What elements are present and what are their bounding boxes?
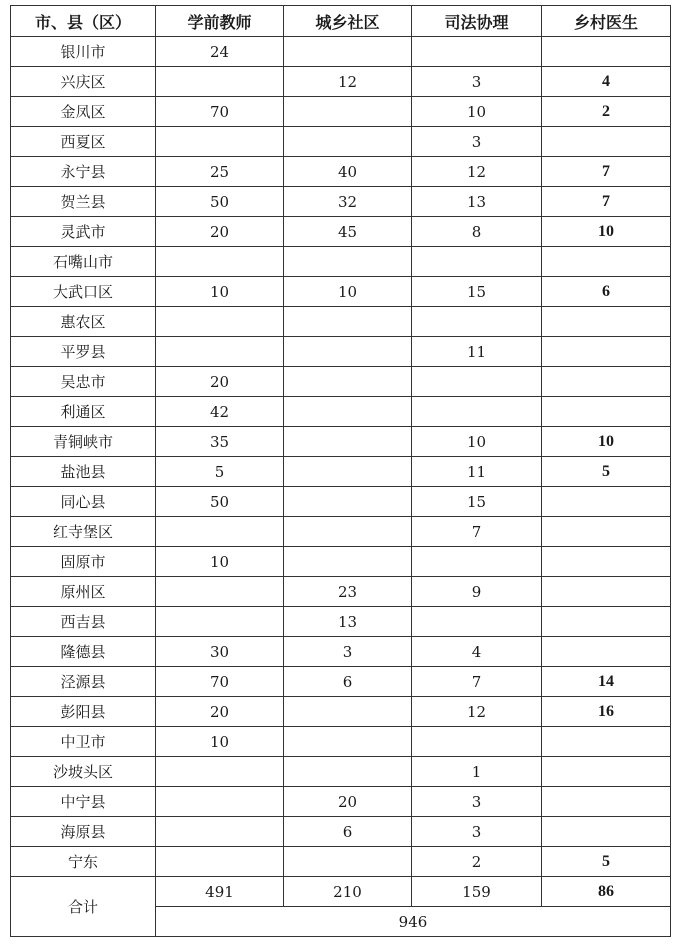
- cell-village-doctor: [542, 607, 671, 637]
- region-name: 同心县: [11, 487, 156, 517]
- header-preschool-teacher: 学前教师: [156, 6, 284, 37]
- cell-village-doctor: 10: [542, 217, 671, 247]
- cell-community: [284, 847, 412, 877]
- cell-community: [284, 37, 412, 67]
- region-name: 永宁县: [11, 157, 156, 187]
- cell-preschool-teacher: [156, 847, 284, 877]
- cell-judicial-assistant: [412, 397, 542, 427]
- header-community: 城乡社区: [284, 6, 412, 37]
- cell-preschool-teacher: [156, 127, 284, 157]
- cell-judicial-assistant: 3: [412, 787, 542, 817]
- cell-judicial-assistant: [412, 367, 542, 397]
- table-row: [11, 427, 671, 457]
- cell-community: [284, 247, 412, 277]
- cell-preschool-teacher: [156, 577, 284, 607]
- table-row: [11, 187, 671, 217]
- table-row: [11, 307, 671, 337]
- cell-community: [284, 97, 412, 127]
- table-row: [11, 787, 671, 817]
- cell-village-doctor: [542, 367, 671, 397]
- cell-community: 45: [284, 217, 412, 247]
- cell-judicial-assistant: 11: [412, 337, 542, 367]
- region-name: 隆德县: [11, 637, 156, 667]
- cell-preschool-teacher: 25: [156, 157, 284, 187]
- cell-preschool-teacher: 20: [156, 217, 284, 247]
- table-row: [11, 607, 671, 637]
- cell-village-doctor: [542, 127, 671, 157]
- cell-village-doctor: 6: [542, 277, 671, 307]
- cell-preschool-teacher: [156, 307, 284, 337]
- table-row: [11, 367, 671, 397]
- cell-preschool-teacher: [156, 607, 284, 637]
- cell-community: 10: [284, 277, 412, 307]
- table-row: [11, 727, 671, 757]
- cell-village-doctor: [542, 397, 671, 427]
- cell-community: 13: [284, 607, 412, 637]
- cell-community: 23: [284, 577, 412, 607]
- cell-preschool-teacher: 10: [156, 547, 284, 577]
- cell-judicial-assistant: [412, 307, 542, 337]
- cell-community: [284, 727, 412, 757]
- table-row: [11, 757, 671, 787]
- cell-village-doctor: 7: [542, 187, 671, 217]
- cell-village-doctor: [542, 517, 671, 547]
- cell-village-doctor: 5: [542, 847, 671, 877]
- cell-community: [284, 457, 412, 487]
- cell-village-doctor: [542, 307, 671, 337]
- table-row: [11, 697, 671, 727]
- cell-preschool-teacher: 20: [156, 697, 284, 727]
- region-name: 平罗县: [11, 337, 156, 367]
- table-row: [11, 67, 671, 97]
- total-preschool-teacher: 491: [156, 877, 284, 907]
- cell-village-doctor: [542, 577, 671, 607]
- cell-community: 6: [284, 817, 412, 847]
- cell-community: 32: [284, 187, 412, 217]
- cell-village-doctor: 7: [542, 157, 671, 187]
- cell-preschool-teacher: [156, 67, 284, 97]
- cell-judicial-assistant: [412, 247, 542, 277]
- header-village-doctor: 乡村医生: [542, 6, 671, 37]
- cell-village-doctor: [542, 787, 671, 817]
- region-name: 大武口区: [11, 277, 156, 307]
- region-name: 固原市: [11, 547, 156, 577]
- table-row: [11, 37, 671, 67]
- cell-judicial-assistant: 3: [412, 127, 542, 157]
- cell-village-doctor: [542, 247, 671, 277]
- header-judicial-assistant: 司法协理: [412, 6, 542, 37]
- table-row: [11, 577, 671, 607]
- cell-preschool-teacher: 20: [156, 367, 284, 397]
- region-name: 石嘴山市: [11, 247, 156, 277]
- region-name: 吴忠市: [11, 367, 156, 397]
- header-row: [11, 6, 671, 37]
- cell-community: 3: [284, 637, 412, 667]
- cell-preschool-teacher: 5: [156, 457, 284, 487]
- table-row: [11, 127, 671, 157]
- cell-village-doctor: 2: [542, 97, 671, 127]
- region-name: 西夏区: [11, 127, 156, 157]
- cell-village-doctor: [542, 547, 671, 577]
- table-row: [11, 337, 671, 367]
- cell-community: [284, 487, 412, 517]
- quota-table: [10, 5, 671, 937]
- region-name: 兴庆区: [11, 67, 156, 97]
- region-name: 青铜峡市: [11, 427, 156, 457]
- total-row: [11, 877, 671, 907]
- table-row: [11, 637, 671, 667]
- total-judicial-assistant: 159: [412, 877, 542, 907]
- cell-village-doctor: [542, 487, 671, 517]
- region-name: 中宁县: [11, 787, 156, 817]
- cell-preschool-teacher: 50: [156, 187, 284, 217]
- cell-community: [284, 427, 412, 457]
- cell-judicial-assistant: 13: [412, 187, 542, 217]
- cell-judicial-assistant: 11: [412, 457, 542, 487]
- region-name: 西吉县: [11, 607, 156, 637]
- cell-judicial-assistant: 4: [412, 637, 542, 667]
- cell-community: 6: [284, 667, 412, 697]
- table-row: [11, 547, 671, 577]
- cell-preschool-teacher: [156, 757, 284, 787]
- cell-preschool-teacher: 10: [156, 727, 284, 757]
- region-name: 银川市: [11, 37, 156, 67]
- cell-village-doctor: [542, 337, 671, 367]
- cell-judicial-assistant: 15: [412, 487, 542, 517]
- region-name: 原州区: [11, 577, 156, 607]
- cell-preschool-teacher: 50: [156, 487, 284, 517]
- cell-preschool-teacher: 70: [156, 97, 284, 127]
- table-row: [11, 97, 671, 127]
- cell-preschool-teacher: 30: [156, 637, 284, 667]
- cell-village-doctor: [542, 817, 671, 847]
- cell-judicial-assistant: 15: [412, 277, 542, 307]
- cell-judicial-assistant: 9: [412, 577, 542, 607]
- cell-judicial-assistant: 7: [412, 517, 542, 547]
- cell-preschool-teacher: 24: [156, 37, 284, 67]
- region-name: 宁东: [11, 847, 156, 877]
- cell-judicial-assistant: [412, 37, 542, 67]
- cell-judicial-assistant: [412, 547, 542, 577]
- cell-community: [284, 337, 412, 367]
- region-name: 彭阳县: [11, 697, 156, 727]
- cell-judicial-assistant: 3: [412, 67, 542, 97]
- region-name: 沙坡头区: [11, 757, 156, 787]
- table-row: [11, 247, 671, 277]
- cell-community: [284, 697, 412, 727]
- cell-preschool-teacher: [156, 517, 284, 547]
- cell-judicial-assistant: 12: [412, 157, 542, 187]
- table-row: [11, 217, 671, 247]
- header-region: 市、县（区）: [11, 6, 156, 37]
- cell-community: 20: [284, 787, 412, 817]
- cell-community: [284, 367, 412, 397]
- region-name: 利通区: [11, 397, 156, 427]
- cell-preschool-teacher: 42: [156, 397, 284, 427]
- table-row: [11, 517, 671, 547]
- region-name: 中卫市: [11, 727, 156, 757]
- region-name: 灵武市: [11, 217, 156, 247]
- cell-judicial-assistant: 7: [412, 667, 542, 697]
- cell-preschool-teacher: 70: [156, 667, 284, 697]
- cell-village-doctor: [542, 727, 671, 757]
- cell-village-doctor: [542, 37, 671, 67]
- cell-village-doctor: [542, 637, 671, 667]
- cell-preschool-teacher: [156, 247, 284, 277]
- table-row: [11, 457, 671, 487]
- grand-total: 946: [156, 907, 671, 937]
- table-row: [11, 817, 671, 847]
- cell-preschool-teacher: [156, 787, 284, 817]
- cell-judicial-assistant: 8: [412, 217, 542, 247]
- cell-village-doctor: 5: [542, 457, 671, 487]
- table-row: [11, 397, 671, 427]
- cell-village-doctor: [542, 757, 671, 787]
- region-name: 惠农区: [11, 307, 156, 337]
- cell-preschool-teacher: [156, 817, 284, 847]
- cell-village-doctor: 16: [542, 697, 671, 727]
- cell-community: [284, 307, 412, 337]
- cell-community: [284, 517, 412, 547]
- region-name: 贺兰县: [11, 187, 156, 217]
- total-community: 210: [284, 877, 412, 907]
- table-row: [11, 277, 671, 307]
- region-name: 金凤区: [11, 97, 156, 127]
- cell-community: 12: [284, 67, 412, 97]
- region-name: 红寺堡区: [11, 517, 156, 547]
- cell-community: 40: [284, 157, 412, 187]
- cell-judicial-assistant: 10: [412, 427, 542, 457]
- total-label: 合计: [11, 877, 156, 937]
- table-row: [11, 157, 671, 187]
- table-row: [11, 847, 671, 877]
- cell-village-doctor: 14: [542, 667, 671, 697]
- cell-judicial-assistant: 1: [412, 757, 542, 787]
- cell-preschool-teacher: 10: [156, 277, 284, 307]
- region-name: 海原县: [11, 817, 156, 847]
- table-row: [11, 487, 671, 517]
- cell-village-doctor: 4: [542, 67, 671, 97]
- cell-community: [284, 757, 412, 787]
- cell-village-doctor: 10: [542, 427, 671, 457]
- cell-community: [284, 127, 412, 157]
- cell-judicial-assistant: 12: [412, 697, 542, 727]
- total-village-doctor: 86: [542, 877, 671, 907]
- cell-judicial-assistant: 3: [412, 817, 542, 847]
- cell-community: [284, 397, 412, 427]
- region-name: 盐池县: [11, 457, 156, 487]
- table-row: [11, 667, 671, 697]
- region-name: 泾源县: [11, 667, 156, 697]
- cell-judicial-assistant: [412, 607, 542, 637]
- cell-judicial-assistant: 2: [412, 847, 542, 877]
- table-body: [11, 37, 671, 877]
- cell-community: [284, 547, 412, 577]
- cell-preschool-teacher: 35: [156, 427, 284, 457]
- cell-judicial-assistant: [412, 727, 542, 757]
- cell-judicial-assistant: 10: [412, 97, 542, 127]
- cell-preschool-teacher: [156, 337, 284, 367]
